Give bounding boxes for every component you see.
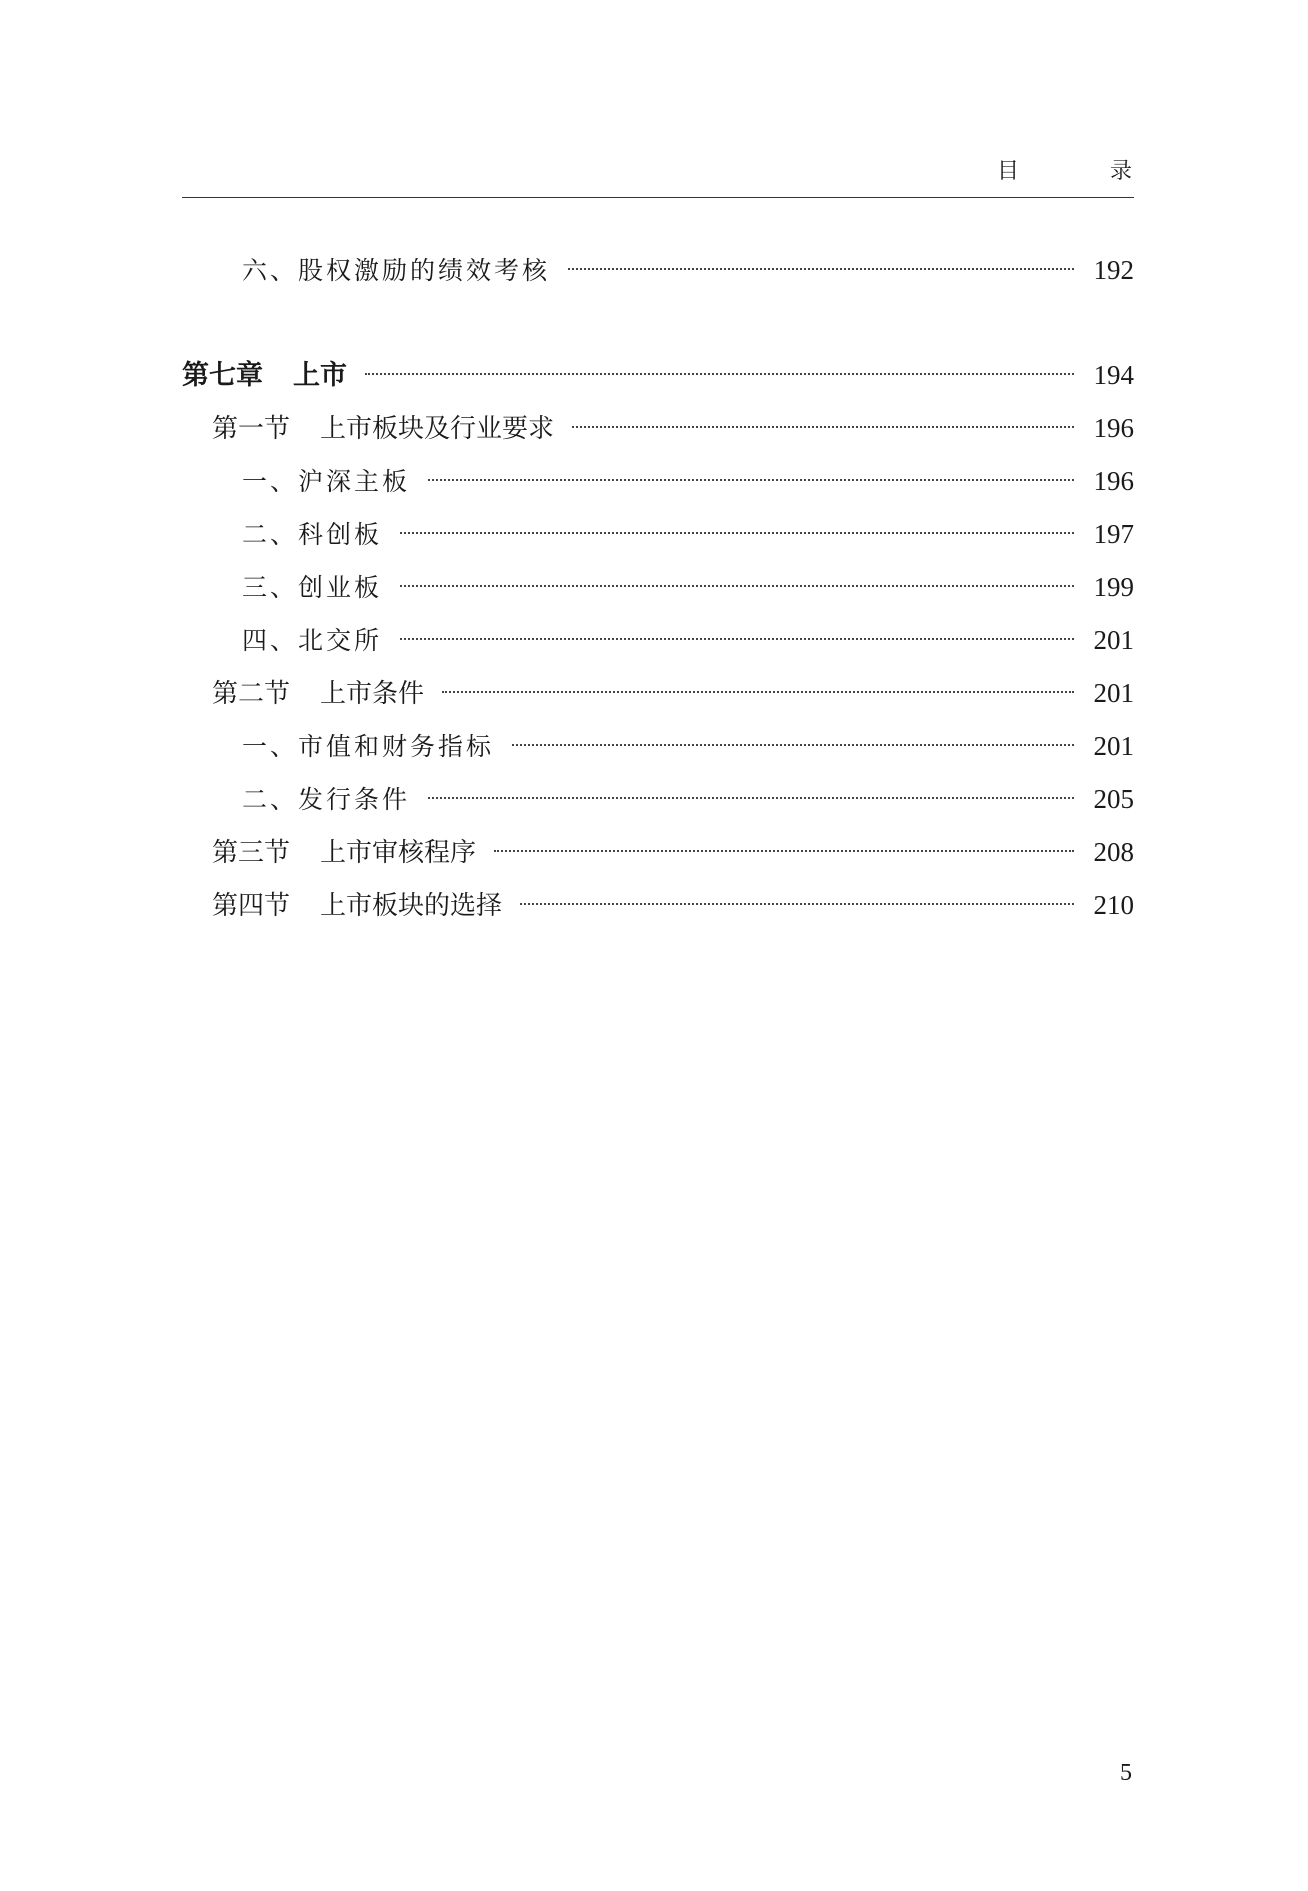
dot-leader	[400, 532, 1074, 534]
section-title: 上市审核程序	[320, 838, 477, 868]
dot-leader	[442, 691, 1074, 693]
page-number: 5	[1120, 1760, 1132, 1786]
dot-leader	[428, 479, 1074, 481]
toc-section-entry[interactable]	[182, 402, 1134, 455]
dot-leader	[400, 638, 1074, 640]
running-header-title: 目 录	[997, 159, 1174, 184]
toc-page-number: 210	[1093, 890, 1134, 920]
toc-page-number: 201	[1093, 678, 1134, 708]
toc-page-number: 196	[1093, 466, 1134, 496]
toc-page-number: 194	[1093, 360, 1134, 390]
toc-chapter-label	[182, 349, 347, 402]
dot-leader	[494, 850, 1074, 852]
chapter-title: 上市	[293, 360, 347, 391]
section-number: 第四节	[212, 891, 291, 921]
toc-entry-label: 一、沪深主板	[242, 467, 411, 496]
toc-page-number: 199	[1093, 572, 1134, 602]
toc-entry-label: 六、股权激励的绩效考核	[242, 256, 551, 285]
toc-section-label	[212, 827, 476, 880]
toc-entry[interactable]	[182, 720, 1134, 773]
dot-leader	[572, 426, 1074, 428]
toc-page-number: 201	[1093, 625, 1134, 655]
toc-entry-label: 二、发行条件	[242, 785, 411, 814]
toc-entry[interactable]	[182, 455, 1134, 508]
section-number: 第三节	[212, 838, 291, 868]
section-title: 上市条件	[320, 679, 425, 709]
dot-leader	[520, 903, 1074, 905]
dot-leader	[512, 744, 1074, 746]
toc-section-entry[interactable]	[182, 826, 1134, 879]
toc-page-number: 208	[1093, 837, 1134, 867]
toc-section-entry[interactable]	[182, 879, 1134, 932]
table-of-contents	[182, 244, 1134, 932]
toc-page-number: 196	[1093, 413, 1134, 443]
toc-entry[interactable]	[182, 561, 1134, 614]
toc-page-number: 201	[1093, 731, 1134, 761]
section-title: 上市板块的选择	[320, 891, 503, 921]
toc-entry-label: 一、市值和财务指标	[242, 732, 495, 761]
dot-leader	[365, 373, 1074, 375]
toc-page-number: 192	[1093, 255, 1134, 285]
dot-leader	[568, 268, 1074, 270]
toc-page-number: 197	[1093, 519, 1134, 549]
dot-leader	[400, 585, 1074, 587]
toc-entry[interactable]	[182, 773, 1134, 826]
toc-chapter-entry[interactable]	[182, 349, 1134, 402]
toc-section-label	[212, 668, 424, 721]
toc-entry[interactable]	[182, 244, 1134, 297]
toc-entry[interactable]	[182, 508, 1134, 561]
toc-section-label	[212, 880, 502, 933]
section-number: 第一节	[212, 414, 291, 444]
section-number: 第二节	[212, 679, 291, 709]
toc-page-number: 205	[1093, 784, 1134, 814]
toc-entry-label: 四、北交所	[242, 626, 383, 655]
header-divider	[182, 197, 1134, 198]
toc-entry[interactable]	[182, 614, 1134, 667]
toc-entry-label: 二、科创板	[242, 520, 383, 549]
toc-section-label	[212, 403, 554, 456]
dot-leader	[428, 797, 1074, 799]
toc-entry-label: 三、创业板	[242, 573, 383, 602]
section-title: 上市板块及行业要求	[320, 414, 555, 444]
chapter-number: 第七章	[182, 360, 263, 391]
toc-section-entry[interactable]	[182, 667, 1134, 720]
